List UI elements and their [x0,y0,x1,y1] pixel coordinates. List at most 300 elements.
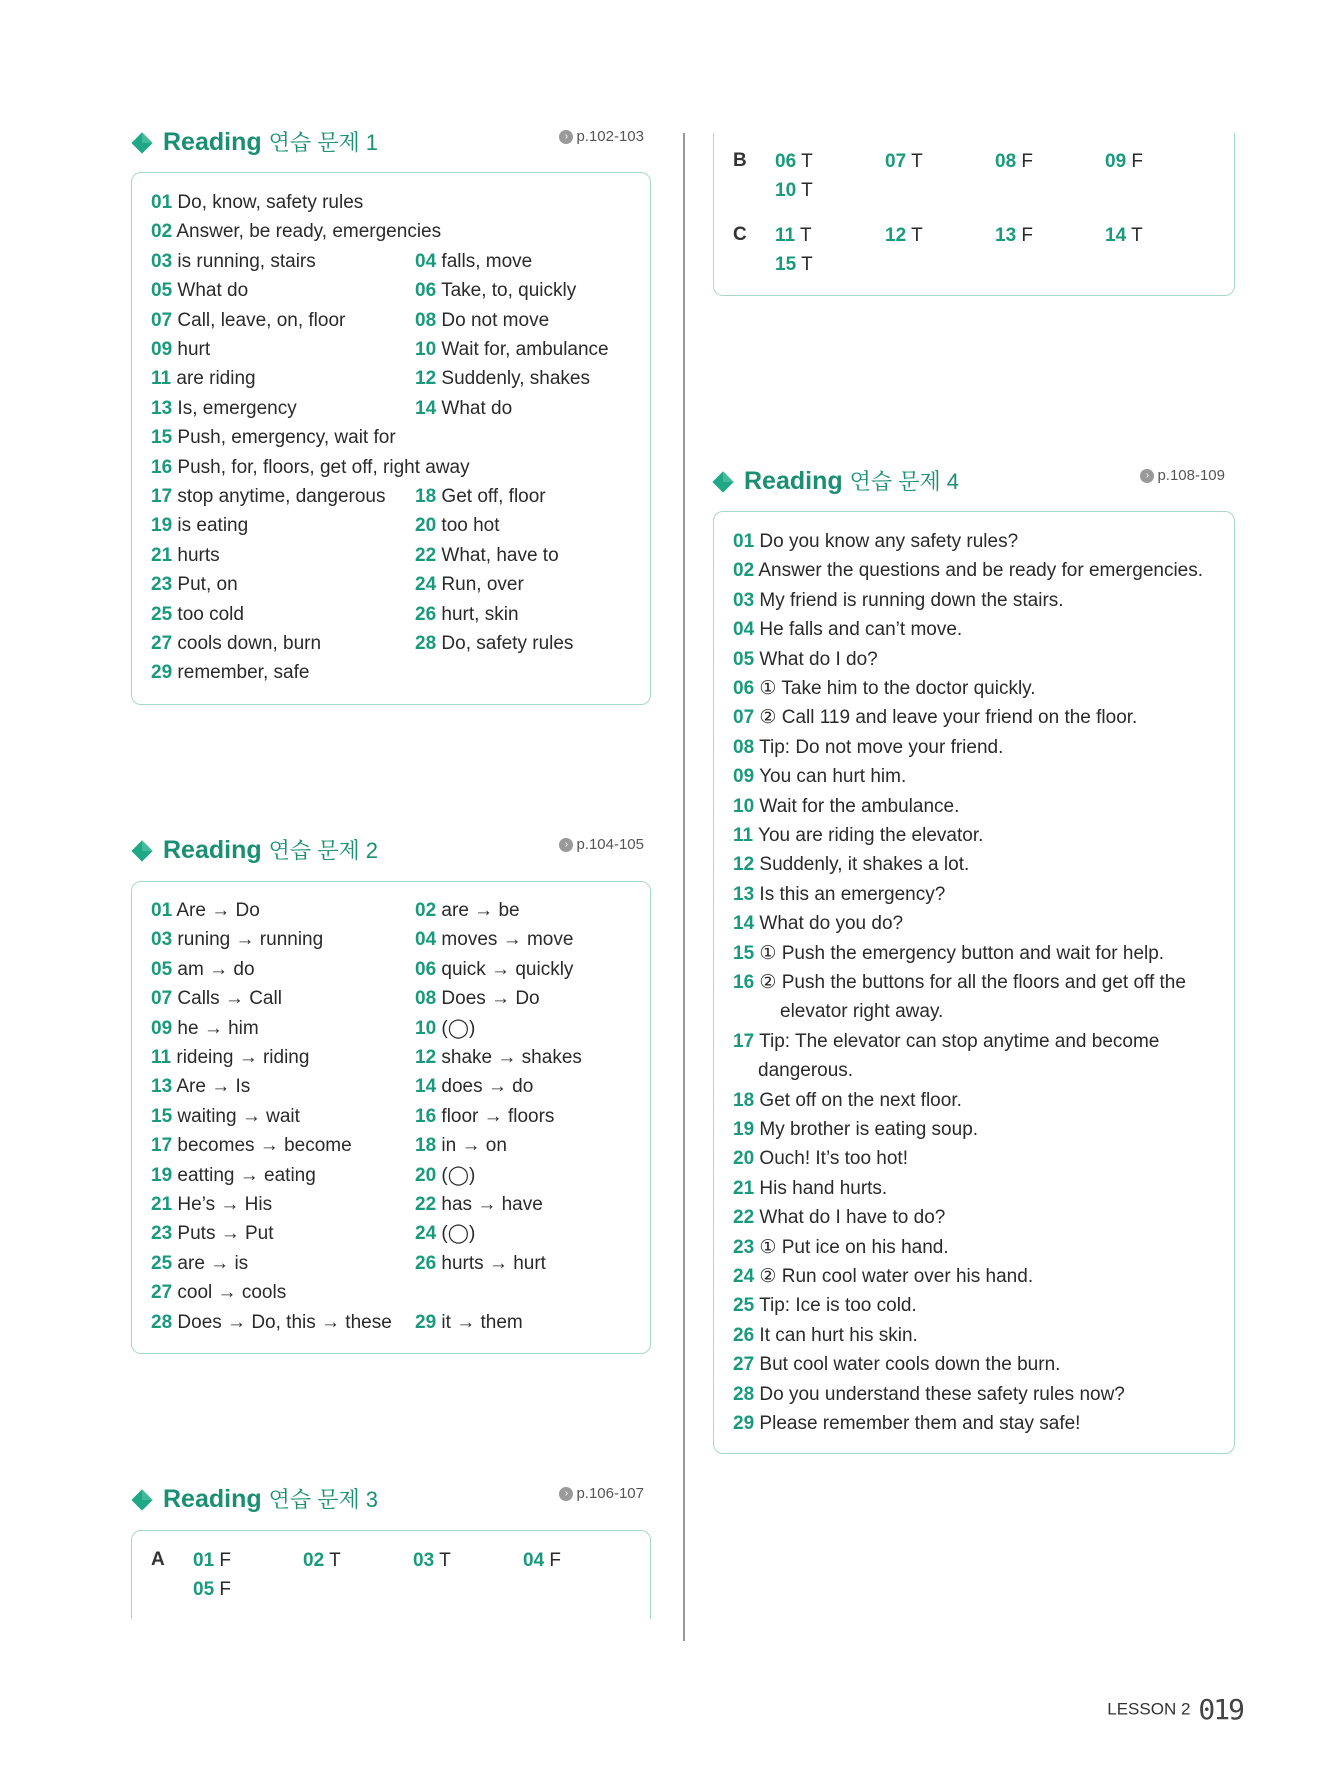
tf-answer [1105,221,1143,250]
answer-item [415,1219,475,1248]
answer-text: quick → quickly [441,958,574,980]
answer-text: His hand hurts. [759,1177,888,1199]
answer-item [415,600,519,629]
answer-text: has → have [441,1194,543,1215]
answer-number: 04 [415,250,437,272]
sentence-item [733,615,962,644]
section-2-title: Reading 연습 문제 2 [163,836,379,864]
answer-text: Suddenly, shakes [441,368,590,390]
answer-text: F [1131,151,1144,172]
answer-text: hurt [177,339,211,360]
diamond-icon [131,840,153,862]
answer-text: Do you know any safety rules? [759,531,1019,552]
tf-answer [303,1546,341,1575]
arrow-icon: › [1140,469,1154,483]
answer-text: It can hurt his skin. [759,1324,918,1346]
answer-text: Are → Is [176,1076,251,1098]
answer-item [151,217,441,246]
answer-number: 11 [733,825,754,846]
tf-answer [193,1546,231,1575]
answer-item [151,306,345,335]
sentence-item [733,968,1186,997]
answer-text: F [1021,225,1034,246]
tf-answer [885,147,923,176]
tf-answer [1105,147,1143,176]
answer-item [151,570,238,599]
answer-number: 05 [193,1579,215,1600]
tf-answer [885,221,923,250]
answer-item [415,570,524,599]
answer-item [151,658,309,687]
sentence-item [733,703,1137,732]
sentence-item [733,880,945,909]
answer-item [151,1043,309,1072]
answer-text: Are → Do [176,900,260,921]
answer-item [151,1161,316,1190]
answer-text: Push, for, floors, get off, right away [177,456,470,478]
answer-item [151,247,316,276]
answer-item [151,482,386,511]
answer-item [415,984,540,1013]
diamond-icon [712,471,734,493]
answer-text: am → do [177,958,255,980]
answer-text: is running, stairs [177,250,316,272]
answer-text: falls, move [441,250,533,272]
answer-text: F [549,1550,562,1571]
answer-number: 10 [775,180,797,201]
answer-text: Answer, be ready, emergencies [176,221,442,243]
answer-text: dangerous. [758,1060,854,1082]
answer-text: are → is [177,1252,249,1274]
answer-text: F [219,1579,232,1600]
group-label: C [733,224,747,245]
answer-item [151,276,248,305]
answer-number: 13 [151,1076,173,1098]
answer-number: 17 [151,1135,173,1157]
sentence-item [733,1262,1033,1291]
answer-number: 10 [733,795,755,817]
answer-text: Do, know, safety rules [177,192,364,213]
answer-number: 19 [151,515,173,537]
answer-item [151,188,363,217]
answer-item [151,1131,352,1160]
answer-number: 08 [995,151,1017,172]
answer-item [415,394,512,423]
sentence-item [733,674,1036,703]
sentence-item [733,1027,1159,1056]
answer-number: 21 [151,1194,173,1215]
answer-item [415,276,576,305]
answer-item [415,896,520,925]
answer-number: 15 [733,942,755,964]
answer-number: 04 [523,1550,545,1571]
answer-number: 02 [151,221,173,243]
answer-text: You are riding the elevator. [758,825,984,846]
tf-answer [775,250,813,279]
answer-number: 25 [733,1295,755,1317]
answer-number: 16 [415,1105,437,1127]
answer-text: Calls → Call [177,988,282,1010]
arrow-icon: › [559,838,573,852]
answer-text: T [1131,225,1143,246]
answer-number: 18 [733,1089,755,1111]
sentence-item [733,1291,917,1320]
answer-text: T [801,180,813,201]
answer-number: 05 [151,958,173,980]
sentence-item [733,527,1018,556]
tf-answer [193,1575,231,1604]
answer-number: 08 [415,309,437,331]
sentence-continuation [758,1056,853,1085]
answer-item [415,1014,475,1043]
answer-item [151,453,470,482]
answer-item [415,1072,533,1101]
answer-text: (◯) [441,1017,476,1039]
answer-text: Get off, floor [441,486,546,507]
answer-text: But cool water cools down the burn. [759,1354,1061,1376]
answer-number: 22 [415,544,437,566]
answer-number: 02 [415,900,437,921]
answer-number: 23 [151,1223,173,1245]
answer-text: Get off on the next floor. [759,1089,962,1111]
answer-number: 03 [413,1550,435,1571]
sentence-continuation [780,997,943,1026]
answer-number: 18 [415,486,437,507]
answer-text: remember, safe [177,662,310,684]
answer-number: 06 [775,151,797,172]
sentence-item [733,792,959,821]
answer-text: ① Put ice on his hand. [759,1236,949,1258]
answer-number: 09 [733,766,755,788]
section-2-page-ref: › p.104-105 [559,836,644,853]
answer-text: Call, leave, on, floor [177,309,346,331]
answer-number: 03 [733,589,755,611]
answer-number: 01 [733,531,755,552]
sentence-item [733,586,1064,615]
section-1-page-ref: › p.102-103 [559,128,644,145]
answer-item [151,1219,274,1248]
answer-text: What do I have to do? [759,1207,946,1229]
sentence-item [733,733,1003,762]
answer-number: 22 [415,1194,437,1215]
answer-text: He’s → His [177,1194,273,1215]
answer-number: 11 [151,368,172,390]
sentence-item [733,939,1164,968]
answer-number: 03 [151,929,173,951]
sentence-item [733,909,903,938]
answer-text: eatting → eating [177,1164,316,1186]
answer-text: Wait for the ambulance. [759,795,960,817]
answer-item [415,1161,475,1190]
answer-item [415,1131,507,1160]
answer-item [415,247,532,276]
sentence-item [733,1203,945,1232]
answer-item [151,335,210,364]
answer-item [151,1278,286,1307]
answer-number: 11 [151,1047,172,1068]
sentence-item [733,645,878,674]
tf-answer [775,221,812,250]
answer-number: 28 [415,633,437,654]
answer-number: 20 [415,1164,437,1186]
answer-text: ② Call 119 and leave your friend on the floor. [759,707,1138,729]
answer-number: 16 [733,972,755,993]
page-footer [1107,1693,1243,1726]
answer-text: Tip: Ice is too cold. [759,1295,917,1317]
sentence-item [733,850,969,879]
answer-number: 16 [151,456,173,478]
sentence-item [733,821,983,850]
answer-text: Push, emergency, wait for [177,427,396,449]
answer-text: Tip: The elevator can stop anytime and become [759,1030,1160,1052]
answer-item [151,896,260,925]
answer-item [151,984,282,1013]
answer-text: My friend is running down the stairs. [759,589,1064,611]
answer-text: Suddenly, it shakes a lot. [759,854,970,876]
answer-text: You can hurt him. [759,766,907,788]
answer-number: 19 [151,1164,173,1186]
answer-number: 14 [415,397,437,419]
answer-number: 22 [733,1207,755,1229]
answer-item [151,600,244,629]
answer-text: Does → Do, this → these [177,1311,392,1333]
answer-item [415,1102,554,1131]
answer-number: 01 [151,900,173,921]
answer-item [151,423,396,452]
section-2-header [131,834,644,868]
diamond-icon [131,1489,153,1511]
answer-text: cools down, burn [177,633,322,654]
answer-number: 12 [415,1047,437,1068]
answer-item [415,335,609,364]
group-label: B [733,150,747,171]
answer-text: ① Take him to the doctor quickly. [759,678,1036,699]
answer-item [415,1249,546,1278]
answer-number: 08 [733,736,755,758]
tf-answer [523,1546,561,1575]
answer-number: 25 [151,1252,173,1274]
answer-item [415,482,546,511]
answer-number: 21 [151,544,173,566]
answer-number: 26 [415,603,437,625]
answer-item [151,1308,392,1337]
answer-text: cool → cools [177,1282,287,1304]
answer-text: Please remember them and stay safe! [759,1413,1081,1434]
answer-text: T [911,151,923,172]
section-1-title: Reading 연습 문제 1 [163,128,379,156]
answer-number: 26 [415,1252,437,1274]
answer-number: 25 [151,603,173,625]
answer-number: 24 [415,1223,437,1245]
answer-number: 11 [775,225,796,246]
answer-number: 18 [415,1135,437,1157]
answer-number: 04 [415,929,437,951]
sentence-item [733,1233,949,1262]
answer-number: 29 [733,1413,755,1434]
sentence-item [733,1086,962,1115]
tf-answer [995,147,1033,176]
answer-text: My brother is eating soup. [759,1119,979,1140]
answer-text: becomes → become [177,1135,352,1157]
answer-text: Is this an emergency? [759,883,946,905]
answer-text: stop anytime, dangerous [177,486,386,507]
section-3-page-ref: › p.106-107 [559,1485,644,1502]
answer-number: 20 [415,515,437,537]
answer-number: 12 [733,854,755,876]
answer-text: T [329,1550,341,1571]
diamond-icon [131,132,153,154]
answer-text: Is, emergency [177,397,297,419]
answer-text: Answer the questions and be ready for emergencies. [758,560,1204,582]
answer-number: 07 [151,309,173,331]
sentence-item [733,1380,1125,1409]
tf-answer [775,147,813,176]
answer-number: 13 [733,883,755,905]
answer-number: 15 [151,1105,173,1127]
answer-text: in → on [441,1135,507,1157]
answer-text: too hot [441,515,500,537]
answer-number: 23 [151,574,173,596]
sentence-item [733,1321,918,1350]
answer-text: hurts [177,544,220,566]
answer-item [415,511,500,540]
answer-text: shake → shakes [441,1047,582,1068]
answer-number: 23 [733,1236,755,1258]
answer-text: moves → move [441,929,574,951]
answer-text: hurts → hurt [441,1252,546,1274]
answer-item [415,541,559,570]
answer-text: What do you do? [759,913,904,935]
answer-item [415,1190,543,1219]
sentence-item [733,1409,1080,1438]
answer-number: 10 [415,339,437,360]
sentence-item [733,1115,978,1144]
tf-answer [775,176,813,205]
answer-text: are → be [441,900,520,921]
column-divider [683,133,685,1641]
answer-item [415,1043,582,1072]
answer-number: 06 [415,958,437,980]
answer-number: 14 [415,1076,437,1098]
answer-item [415,364,590,393]
answer-text: Wait for, ambulance [441,339,609,360]
answer-text: Puts → Put [177,1223,274,1245]
answer-number: 01 [193,1550,215,1571]
answer-number: 27 [151,1282,173,1304]
answer-text: What do I do? [759,648,878,670]
sentence-item [733,1144,908,1173]
answer-text: Do not move [441,309,550,331]
answer-number: 24 [733,1266,755,1287]
answer-text: elevator right away. [780,1001,944,1023]
answer-number: 21 [733,1177,755,1199]
answer-item [151,925,323,954]
answer-number: 09 [1105,151,1127,172]
group-label: A [151,1549,165,1570]
sentence-item [733,762,906,791]
tf-answer [995,221,1033,250]
arrow-icon: › [559,130,573,144]
answer-number: 10 [415,1017,437,1039]
answer-number: 02 [733,560,755,582]
answer-text: (◯) [441,1164,476,1186]
answer-text: is eating [177,515,249,537]
answer-text: T [800,225,812,246]
answer-text: (◯) [441,1223,476,1245]
answer-number: 28 [733,1383,755,1405]
answer-text: Ouch! It’s too hot! [759,1148,908,1170]
answer-text: Do, safety rules [441,633,574,654]
answer-text: T [801,254,813,275]
answer-text: Take, to, quickly [441,280,577,302]
answer-text: What, have to [441,544,559,566]
answer-text: floor → floors [441,1105,555,1127]
answer-number: 19 [733,1119,755,1140]
section-3-title: Reading 연습 문제 3 [163,1485,379,1513]
answer-number: 06 [733,678,755,699]
answer-text: ② Push the buttons for all the floors and get off the [759,972,1186,993]
answer-text: Do you understand these safety rules now? [759,1383,1125,1405]
answer-item [415,306,549,335]
answer-number: 05 [151,280,173,302]
answer-number: 08 [415,988,437,1010]
answer-number: 09 [151,339,173,360]
answer-text: ① Push the emergency button and wait for help. [759,942,1165,964]
answer-item [151,511,248,540]
answer-text: it → them [441,1311,523,1333]
answer-item [415,955,573,984]
answer-number: 29 [151,662,173,684]
sentence-item [733,556,1203,585]
answer-number: 06 [415,280,437,302]
answer-item [151,1014,259,1043]
section-1-header [131,126,644,160]
section-4-header [712,465,1225,499]
answer-text: Run, over [441,574,524,596]
answer-number: 07 [151,988,173,1010]
section-4-title: Reading 연습 문제 4 [744,467,960,495]
tf-answer [413,1546,451,1575]
answer-number: 17 [151,486,173,507]
answer-text: Does → Do [441,988,540,1010]
answer-text: Tip: Do not move your friend. [759,736,1004,758]
answer-text: ② Run cool water over his hand. [759,1266,1034,1287]
answer-text: F [219,1550,232,1571]
answer-number: 12 [415,368,437,390]
answer-text: Put, on [177,574,238,596]
answer-number: 14 [733,913,755,935]
section-4-page-ref: › p.108-109 [1140,467,1225,484]
answer-text: waiting → wait [177,1105,300,1127]
answer-item [151,394,297,423]
answer-number: 02 [303,1550,325,1571]
answer-number: 24 [415,574,437,596]
answer-text: T [801,151,813,172]
answer-item [151,955,255,984]
answer-text: F [1021,151,1034,172]
answer-item [151,1190,272,1219]
answer-number: 15 [775,254,797,275]
answer-text: T [911,225,923,246]
answer-text: What do [177,280,249,302]
answer-number: 01 [151,192,173,213]
section-3-header [131,1483,644,1517]
answer-text: What do [441,397,513,419]
answer-number: 29 [415,1311,437,1333]
answer-text: runing → running [177,929,324,951]
answer-number: 17 [733,1030,755,1052]
answer-text: too cold [177,603,244,625]
